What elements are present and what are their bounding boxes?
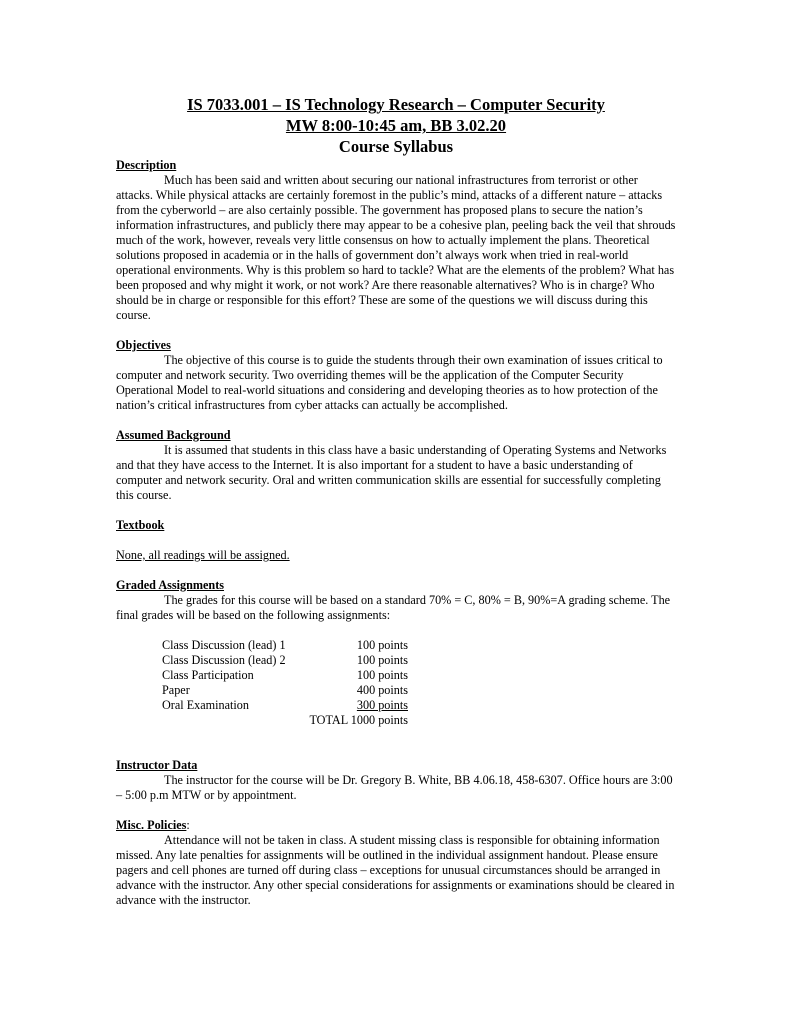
textbook-section xyxy=(116,518,676,563)
grade-item-points: 100 points xyxy=(356,653,408,667)
misc-text: Attendance will not be taken in class. A student missing class is responsible for obtaining information missed. Any late penalties for assignments will be outlined in the individual assignment handout. Please ensure pagers and cell phones are turned off during class – exceptions for unusual circumstances should be arranged in advance with the instructor. Any other special considerations for assignments or examinations should be cleared in advance with the instructor. xyxy=(116,833,675,907)
background-text: It is assumed that students in this class have a basic understanding of Operating Systems and Networks and that they have access to the Internet. It is also important for a student to have a basic understanding of computer and network security. Oral and written communication skills are essential for successfully completing this course. xyxy=(116,443,667,502)
grade-item-points: 400 points xyxy=(356,683,408,697)
grades-table xyxy=(162,638,408,728)
objectives-section xyxy=(116,338,676,413)
description-heading: Description xyxy=(116,158,177,172)
textbook-heading: Textbook xyxy=(116,518,165,532)
grade-item-points: 100 points xyxy=(356,668,408,682)
graded-section xyxy=(116,578,676,728)
grade-total-row xyxy=(162,713,408,728)
instructor-text: The instructor for the course will be Dr. Gregory B. White, BB 4.06.18, 458-6307. Office hours are 3:00 – 5:00 p.m MTW or by appointment. xyxy=(116,773,673,802)
grade-item-name: Class Discussion (lead) 2 xyxy=(162,653,286,667)
grade-row xyxy=(162,653,408,668)
textbook-text: None, all readings will be assigned. xyxy=(116,548,290,562)
instructor-section xyxy=(116,758,676,803)
misc-heading-colon: : xyxy=(186,818,190,832)
grade-row xyxy=(162,638,408,653)
grade-row xyxy=(162,698,408,713)
syllabus-page xyxy=(116,94,676,908)
description-section xyxy=(116,158,676,323)
description-text: Much has been said and written about securing our national infrastructures from terrorist or other attacks. While physical attacks are certainly foremost in the public’s mind, attacks of a different nature – attacks from the cyberworld – are also certainly possible. The government has proposed plans to secure the nation’s information infrastructures, and publicly there may appear to be a cohesive plan, peeling back the veil that shrouds much of the work, however, reveals very little consensus on how to actually implement the plans. Theoretical solutions proposed in academia or in the halls of government don’t always work when tried in real-world operational environments. Why is this problem so hard to tackle? What are the elements of the problem? What has been proposed and why might it work, or not work? Are there reasonable alternatives? Who is in charge? Who should be in charge or responsible for this effort? These are some of the questions we will discuss during this course. xyxy=(116,173,676,322)
misc-section xyxy=(116,818,676,908)
grade-item-name: Oral Examination xyxy=(162,698,249,712)
grade-row xyxy=(162,668,408,683)
grade-row xyxy=(162,683,408,698)
background-section xyxy=(116,428,676,503)
grade-item-name: Paper xyxy=(162,683,190,697)
objectives-text: The objective of this course is to guide the students through their own examination of issues critical to computer and network security. Two overriding themes will be the application of the Computer Security Operational Model to real-world situations and considering and developing theories as to how protection of the nation’s critical infrastructures from cyber attacks can actually be accomplished. xyxy=(116,353,663,412)
background-heading: Assumed Background xyxy=(116,428,231,442)
grade-item-name: Class Participation xyxy=(162,668,254,682)
grade-item-points: 100 points xyxy=(356,638,408,652)
grade-item-points: 300 points xyxy=(356,698,408,712)
instructor-heading: Instructor Data xyxy=(116,758,198,772)
objectives-heading: Objectives xyxy=(116,338,171,352)
misc-heading: Misc. Policies xyxy=(116,818,187,832)
document-title xyxy=(116,94,676,157)
graded-heading: Graded Assignments xyxy=(116,578,225,592)
grade-total: TOTAL 1000 points xyxy=(309,713,408,727)
course-schedule: MW 8:00-10:45 am, BB 3.02.20 xyxy=(285,116,507,135)
graded-text: The grades for this course will be based on a standard 70% = C, 80% = B, 90%=A grading scheme. The final grades will be based on the following assignments: xyxy=(116,593,671,622)
syllabus-label: Course Syllabus xyxy=(338,137,454,156)
course-title: IS 7033.001 – IS Technology Research – Computer Security xyxy=(187,95,605,114)
grade-item-name: Class Discussion (lead) 1 xyxy=(162,638,286,652)
